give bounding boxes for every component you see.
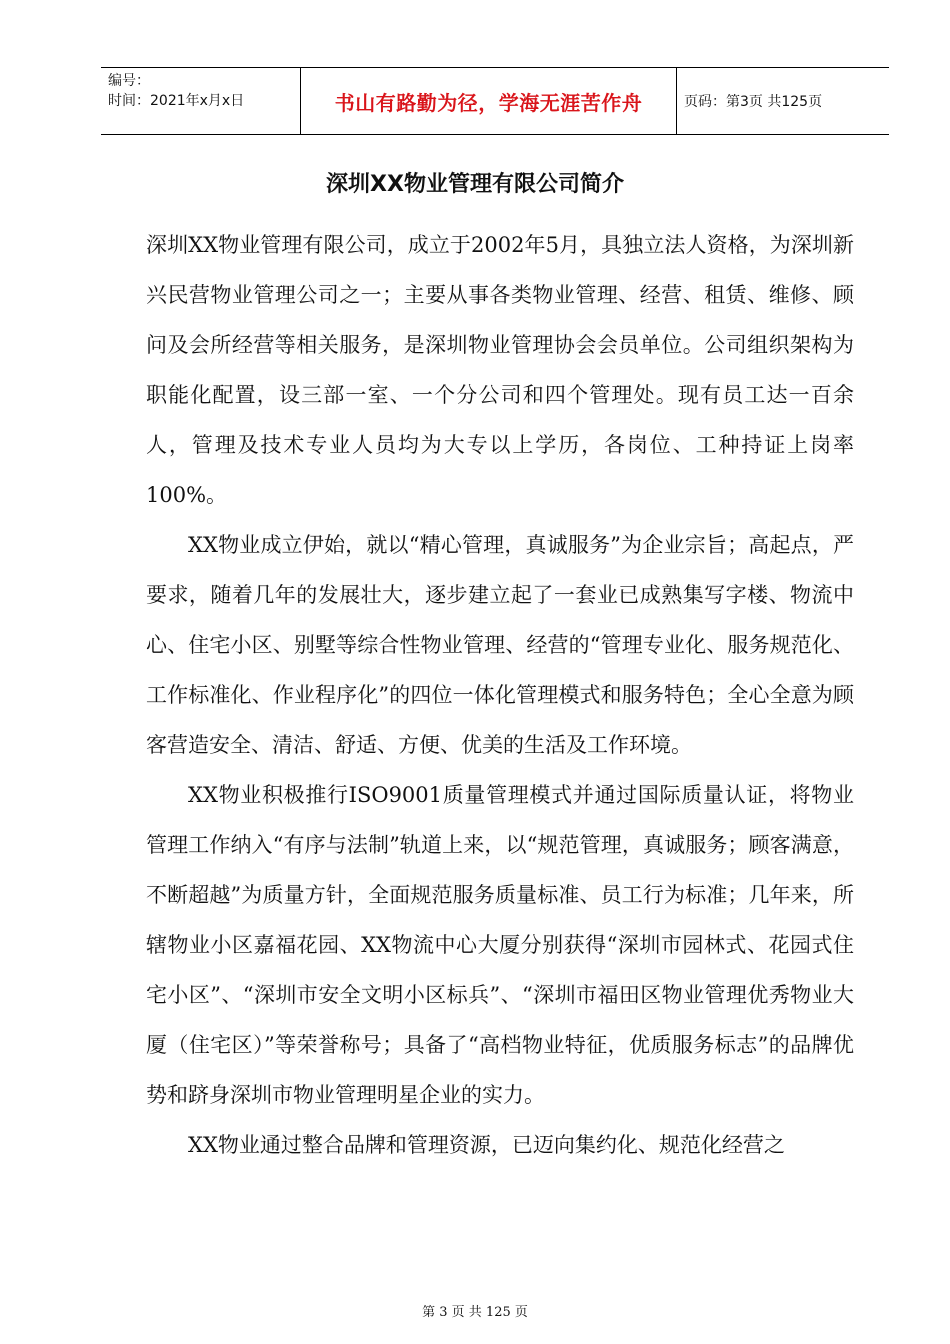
- header-motto: 书山有路勤为径，学海无涯苦作舟: [334, 90, 643, 115]
- paragraph-1: 深圳XX物业管理有限公司，成立于2002年5月，具独立法人资格，为深圳新兴民营物业管理公司之一；主要从事各类物业管理、经营、租赁、维修、顾问及会所经营等相关服务，是深圳物业管理协会会员单位。公司组织架构为职能化配置，设三部一室、一个分公司和四个管理处。现有员工达一百余人，管理及技术专业人员均为大专以上学历，各岗位、工种持证上岗率100%。: [146, 233, 854, 507]
- header-meta: [101, 68, 301, 134]
- header-page-info-cell: [677, 68, 889, 134]
- paragraph-3: XX物业积极推行ISO9001质量管理模式并通过国际质量认证，将物业管理工作纳入“有序与法制”轨道上来，以“规范管理，真诚服务；顾客满意，不断超越”为质量方针，全面规范服务质量标准、员工行为标准；几年来，所辖物业小区嘉福花园、XX物流中心大厦分别获得“深圳市园林式、花园式住宅小区”、“深圳市安全文明小区标兵”、“深圳市福田区物业管理优秀物业大厦（住宅区）”等荣誉称号；具备了“高档物业特征，优质服务标志”的品牌优势和跻身深圳市物业管理明星企业的实力。: [146, 783, 854, 1107]
- paragraph-2: XX物业成立伊始，就以“精心管理，真诚服务”为企业宗旨；高起点，严要求，随着几年的发展壮大，逐步建立起了一套业已成熟集写字楼、物流中心、住宅小区、别墅等综合性物业管理、经营的“管理专业化、服务规范化、工作标准化、作业程序化”的四位一体化管理模式和服务特色；全心全意为顾客营造安全、清洁、舒适、方便、优美的生活及工作环境。: [146, 533, 854, 757]
- page-header: [101, 67, 889, 135]
- paragraph-4: XX物业通过整合品牌和管理资源，已迈向集约化、规范化经营之: [188, 1133, 785, 1157]
- time-label: 时间：2021年x月x日: [108, 93, 245, 109]
- document-title: 深圳XX物业管理有限公司简介: [326, 172, 624, 197]
- document-body: [146, 220, 854, 1170]
- header-page-info: 页码：第3页 共125页: [684, 94, 823, 110]
- header-motto-cell: [301, 68, 677, 134]
- page-footer: 第 3 页 共 125 页: [422, 1305, 528, 1320]
- code-label: 编号：: [108, 73, 150, 89]
